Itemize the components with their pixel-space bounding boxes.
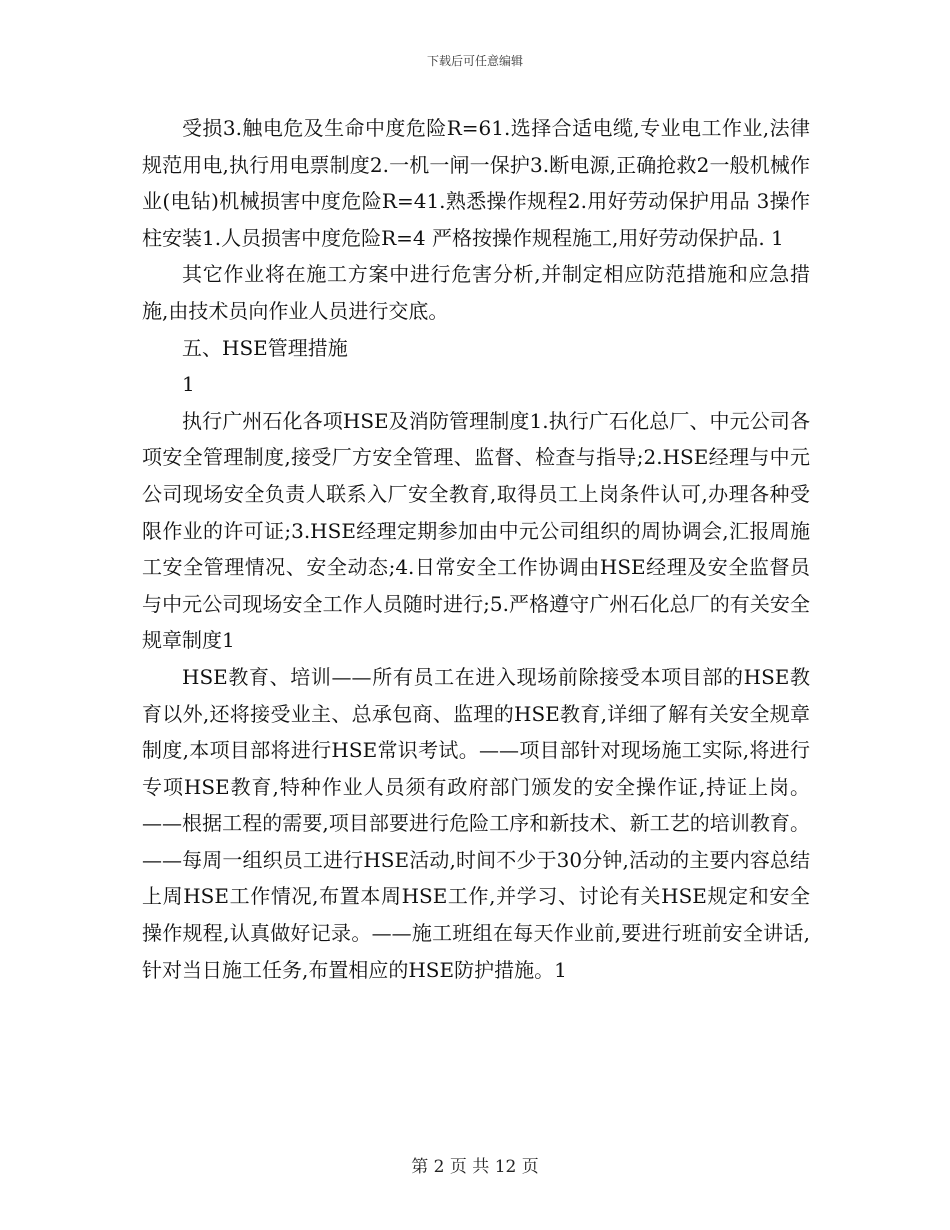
paragraph-number: 1: [182, 372, 195, 397]
paragraph-hse-rules: 执行广州石化各项HSE及消防管理制度1.执行广石化总厂、中元公司各项安全管理制度,接受厂方安全管理、监督、检查与指导;2.HSE经理与中元公司现场安全负责人联系入厂安全教育,取得员工上岗条件认可,办理各种受限作业的许可证;3.HSE经理定期参加由中元公司组织的周协调会,汇报周施工安全管理情况、安全动态;4.日常安全工作协调由HSE经理及安全监督员与中元公司现场安全工作人员随时进行;5.严格遵守广州石化总厂的有关安全规章制度1: [142, 408, 810, 653]
page-number: 第 2 页 共 12 页: [411, 1157, 539, 1177]
paragraph-risk-measures: 受损3.触电危及生命中度危险R=61.选择合适电缆,专业电工作业,法律规范用电,执行用电票制度2.一机一闸一保护3.断电源,正确抢救2一般机械作业(电钻)机械损害中度危险R=41.熟悉操作规程2.用好劳动保护用品 3操作柱安装1.人员损害中度危险R=4 严格按操作规程施工,用好劳动保护品. 1: [142, 116, 810, 250]
document-body: [142, 110, 810, 988]
section-heading-hse: 五、HSE管理措施: [182, 335, 348, 360]
paragraph-hse-training: HSE教育、培训——所有员工在进入现场前除接受本项目部的HSE教育以外,还将接受业主、总承包商、监理的HSE教育,详细了解有关安全规章制度,本项目部将进行HSE常识考试。——项目部针对现场施工实际,将进行专项HSE教育,特种作业人员须有政府部门颁发的安全操作证,持证上岗。——根据工程的需要,项目部要进行危险工序和新技术、新工艺的培训教育。——每周一组织员工进行HSE活动,时间不少于30分钟,活动的主要内容总结上周HSE工作情况,布置本周HSE工作,并学习、讨论有关HSE规定和安全操作规程,认真做好记录。——施工班组在每天作业前,要进行班前安全讲话,针对当日施工任务,布置相应的HSE防护措施。1: [142, 664, 810, 982]
page-header-note: 下载后可任意编辑: [426, 54, 523, 68]
paragraph-other-operations: 其它作业将在施工方案中进行危害分析,并制定相应防范措施和应急措施,由技术员向作业人员进行交底。: [142, 262, 810, 323]
